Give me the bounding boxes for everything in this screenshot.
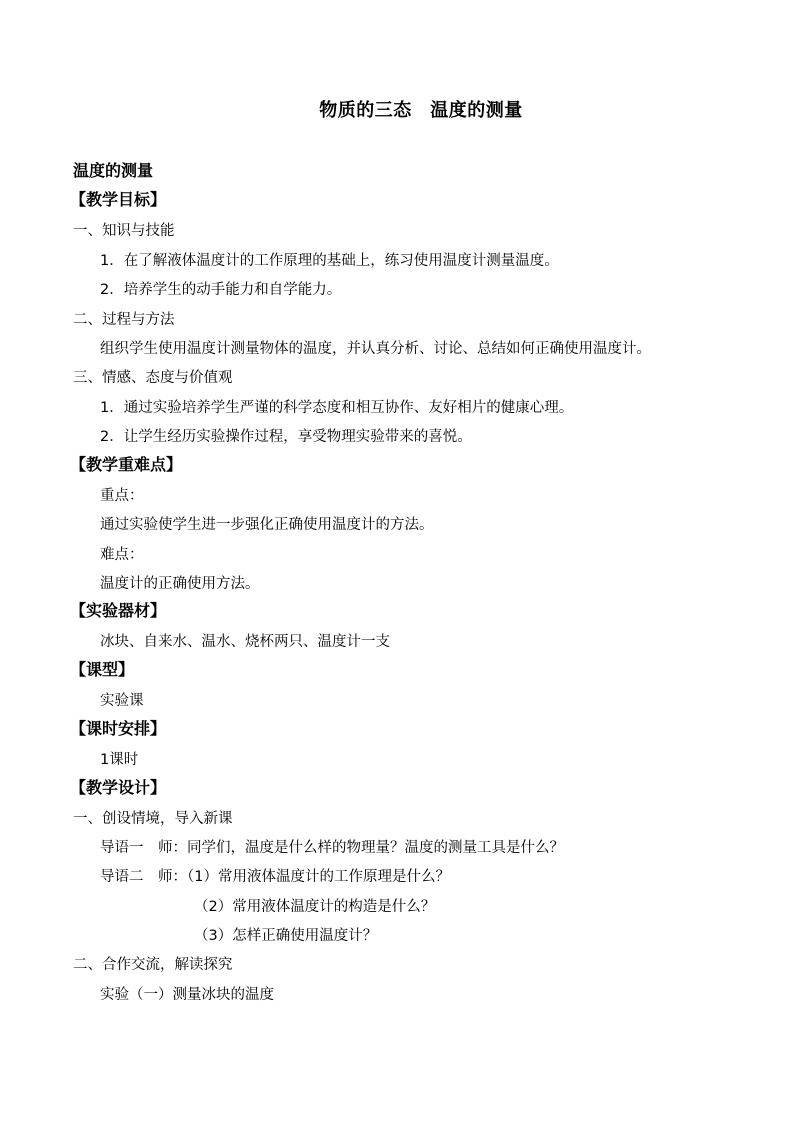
objective-3-heading: 三、情感、态度与价值观 [73, 370, 233, 386]
difficulty-text: 温度计的正确使用方法。 [100, 576, 260, 592]
intro-2-question-3: （3）怎样正确使用温度计？ [194, 928, 378, 944]
design-part-2-heading: 二、合作交流，解读探究 [73, 957, 233, 973]
design-heading: 【教学设计】 [70, 778, 167, 797]
objectives-heading: 【教学目标】 [70, 190, 167, 209]
intro-2-question-2: （2）常用液体温度计的构造是什么？ [194, 899, 436, 915]
objective-2-text: 组织学生使用温度计测量物体的温度，并认真分析、讨论、总结如何正确使用温度计。 [100, 341, 651, 357]
objective-3-item-1: 1．通过实验培养学生严谨的科学态度和相互协作、友好相片的健康心理。 [100, 400, 574, 416]
objective-3-item-2: 2．让学生经历实验操作过程，享受物理实验带来的喜悦。 [100, 429, 472, 445]
subtitle: 温度的测量 [73, 161, 154, 180]
equipment-text: 冰块、自来水、温水、烧杯两只、温度计一支 [100, 634, 390, 650]
intro-1: 导语一 师：同学们，温度是什么样的物理量？温度的测量工具是什么？ [100, 840, 564, 856]
objective-1-heading: 一、知识与技能 [73, 223, 175, 239]
key-point-text: 通过实验使学生进一步强化正确使用温度计的方法。 [100, 517, 434, 533]
keypoints-heading: 【教学重难点】 [70, 455, 183, 474]
equipment-heading: 【实验器材】 [70, 601, 167, 620]
schedule-text: 1课时 [100, 752, 139, 768]
key-point-label: 重点： [100, 488, 144, 504]
lesson-type-heading: 【课型】 [70, 660, 135, 679]
document-title: 物质的三态 温度的测量 [319, 100, 523, 121]
objective-1-item-2: 2．培养学生的动手能力和自学能力。 [100, 282, 342, 298]
experiment-1: 实验（一）测量冰块的温度 [100, 987, 274, 1003]
objective-1-item-1: 1．在了解液体温度计的工作原理的基础上，练习使用温度计测量温度。 [100, 253, 559, 269]
objective-2-heading: 二、过程与方法 [73, 312, 175, 328]
lesson-type-text: 实验课 [100, 693, 144, 709]
design-part-1-heading: 一、创设情境，导入新课 [73, 811, 233, 827]
difficulty-label: 难点： [100, 547, 144, 563]
schedule-heading: 【课时安排】 [70, 719, 167, 738]
intro-2: 导语二 师：（1）常用液体温度计的工作原理是什么？ [100, 869, 450, 885]
